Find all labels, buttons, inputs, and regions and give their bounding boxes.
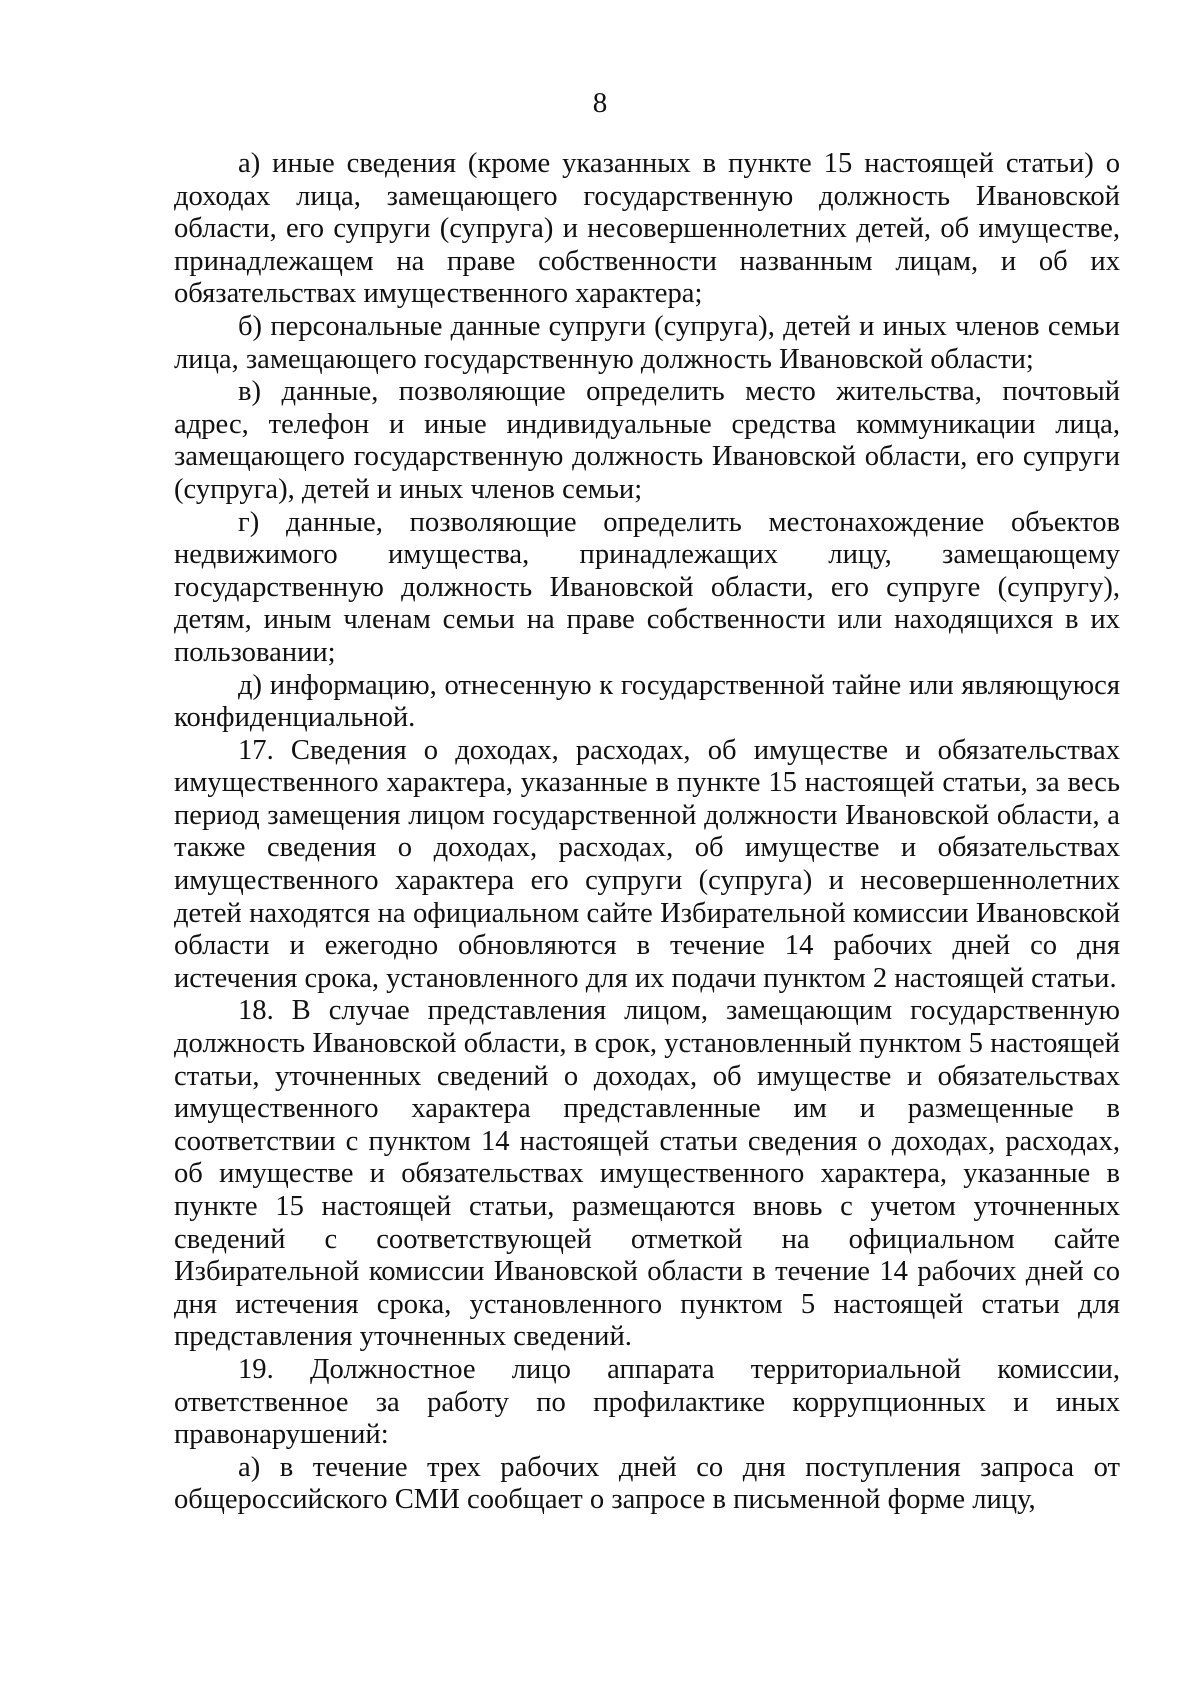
paragraph-16d: д) информацию, отнесенную к государственной тайне или являющуюся конфиденциальной.	[174, 669, 1120, 734]
paragraph-16g: г) данные, позволяющие определить местонахождение объектов недвижимого имущества, принадлежащих лицу, замещающему государственную должность Ивановской области, его супруге (супругу), детям, иным членам семьи на праве собственности или находящихся в их пользовании;	[174, 506, 1120, 668]
paragraph-16a: а) иные сведения (кроме указанных в пункте 15 настоящей статьи) о доходах лица, замещающего государственную должность Ивановской области, его супруги (супруга) и несовершеннолетних детей, об имуществе, принадлежащем на праве собственности названным лицам, и об их обязательствах имущественного характера;	[174, 148, 1120, 310]
page-number: 8	[592, 87, 608, 119]
paragraph-19a: а) в течение трех рабочих дней со дня поступления запроса от общероссийского СМИ сообщает о запросе в письменной форме лицу,	[174, 1451, 1120, 1516]
paragraph-16b: б) персональные данные супруги (супруга), детей и иных членов семьи лица, замещающего государственную должность Ивановской области;	[174, 310, 1120, 375]
paragraph-19: 19. Должностное лицо аппарата территориальной комиссии, ответственное за работу по профилактике коррупционных и иных правонарушений:	[174, 1353, 1120, 1451]
paragraph-17: 17. Сведения о доходах, расходах, об имуществе и обязательствах имущественного характера, указанные в пункте 15 настоящей статьи, за весь период замещения лицом государственной должности Ивановской области, а также сведения о доходах, расходах, об имуществе и обязательствах имущественного характера его супруги (супруга) и несовершеннолетних детей находятся на официальном сайте Избирательной комиссии Ивановской области и ежегодно обновляются в течение 14 рабочих дней со дня истечения срока, установленного для их подачи пунктом 2 настоящей статьи.	[174, 734, 1120, 994]
document-body	[174, 148, 1120, 1517]
paragraph-18: 18. В случае представления лицом, замещающим государственную должность Ивановской области, в срок, установленный пунктом 5 настоящей статьи, уточненных сведений о доходах, об имуществе и обязательствах имущественного характера представленные им и размещенные в соответствии с пунктом 14 настоящей статьи сведения о доходах, расходах, об имуществе и обязательствах имущественного характера, указанные в пункте 15 настоящей статьи, размещаются вновь с учетом уточненных сведений с соответствующей отметкой на официальном сайте Избирательной комиссии Ивановской области в течение 14 рабочих дней со дня истечения срока, установленного пунктом 5 настоящей статьи для представления уточненных сведений.	[174, 995, 1120, 1353]
paragraph-16v: в) данные, позволяющие определить место жительства, почтовый адрес, телефон и иные индивидуальные средства коммуникации лица, замещающего государственную должность Ивановской области, его супруги (супруга), детей и иных членов семьи;	[174, 376, 1120, 505]
